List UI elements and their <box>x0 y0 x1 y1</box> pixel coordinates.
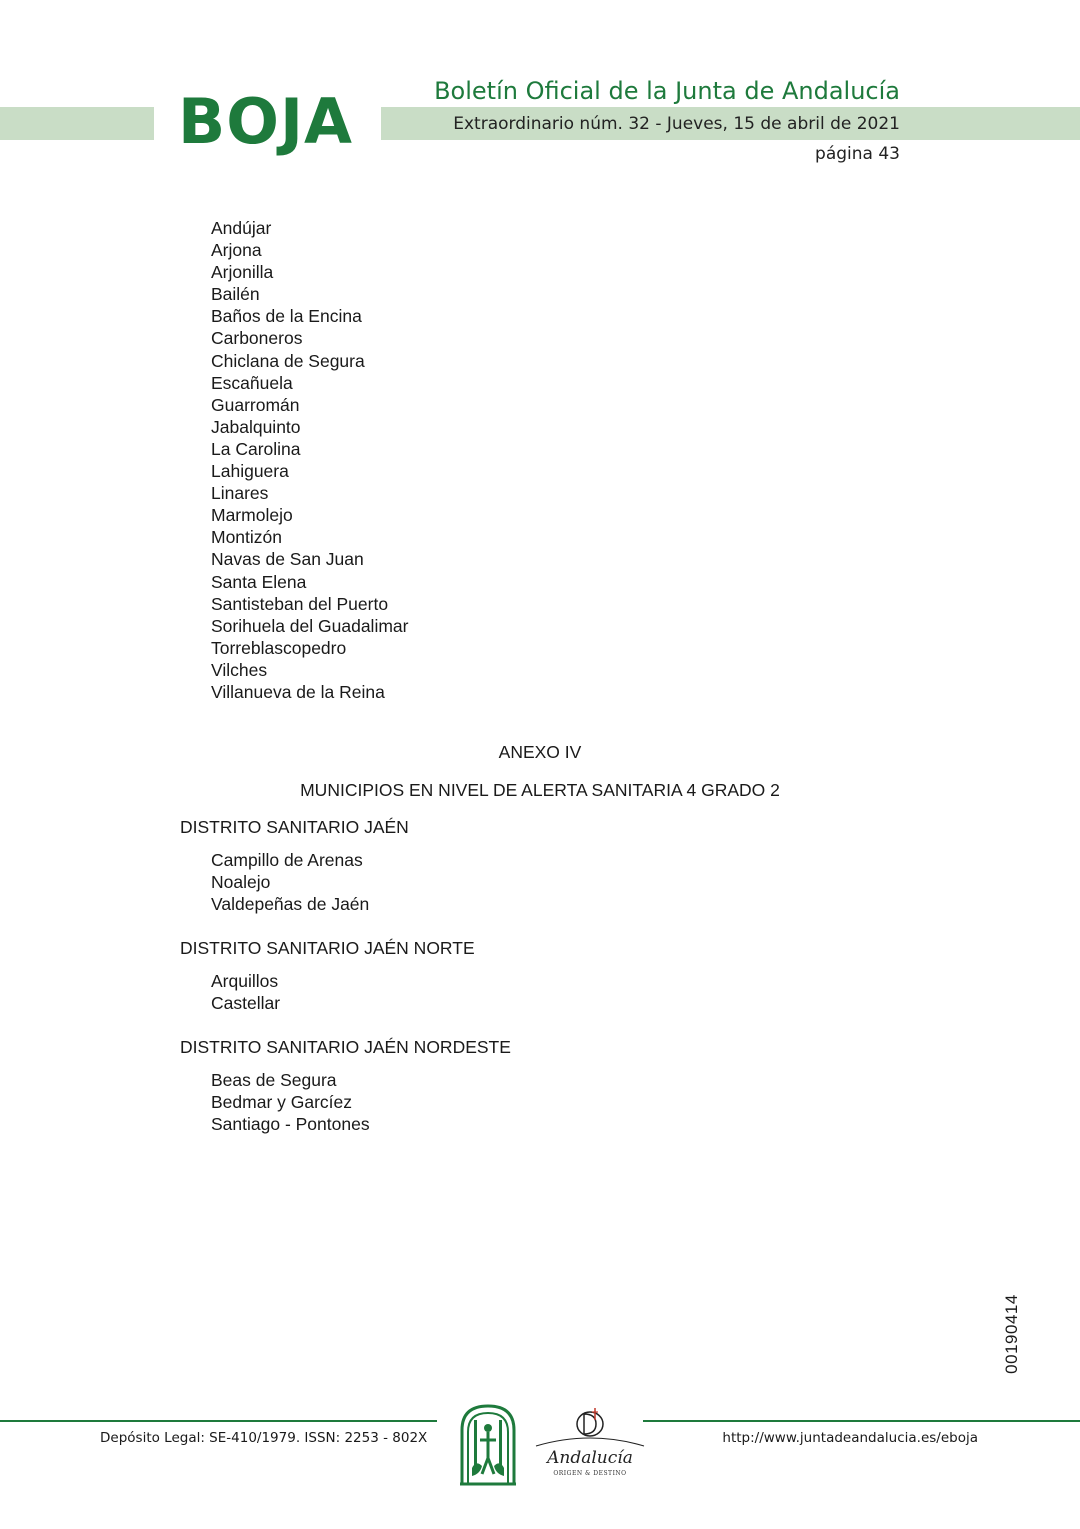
footer-rule-right <box>643 1420 1080 1422</box>
issue-line: Extraordinario núm. 32 - Jueves, 15 de abril de 2021 <box>453 114 900 134</box>
list-item: Linares <box>211 483 269 504</box>
list-item: Lahiguera <box>211 461 289 482</box>
list-item: Campillo de Arenas <box>211 850 363 870</box>
list-item: Santa Elena <box>211 571 307 592</box>
district-list-jaen-nordeste <box>211 1069 370 1135</box>
list-item: Andújar <box>211 218 272 238</box>
district-heading-jaen-norte: DISTRITO SANITARIO JAÉN NORTE <box>180 938 475 958</box>
district-heading-jaen: DISTRITO SANITARIO JAÉN <box>180 817 409 837</box>
list-item: Bedmar y Garcíez <box>211 1092 353 1113</box>
legal-deposit-text: Depósito Legal: SE-410/1979. ISSN: 2253 - 802X <box>100 1430 428 1446</box>
andalucia-brand-tagline: ORIGEN & DESTINO <box>553 1470 627 1477</box>
list-item: Chiclana de Segura <box>211 350 365 371</box>
list-item: Sorihuela del Guadalimar <box>211 615 409 636</box>
list-item: Arjona <box>211 240 262 261</box>
district-list-jaen-norte <box>211 970 280 1014</box>
gazette-title: Boletín Oficial de la Junta de Andalucía <box>434 77 900 105</box>
list-item: Escañuela <box>211 372 293 393</box>
junta-de-andalucia-emblem-icon <box>458 1402 518 1486</box>
list-item: La Carolina <box>211 438 301 459</box>
list-item: Arjonilla <box>211 262 274 283</box>
list-item: Baños de la Encina <box>211 306 362 327</box>
andalucia-brand-word: Andalucía <box>547 1448 633 1468</box>
list-item: Arquillos <box>211 971 279 991</box>
list-item: Santiago - Pontones <box>211 1114 370 1135</box>
list-item: Guarromán <box>211 394 300 415</box>
list-item: Santisteban del Puerto <box>211 593 389 614</box>
andalucia-brand-logo-icon <box>532 1400 648 1490</box>
list-item: Noalejo <box>211 872 271 893</box>
footer-rule-left <box>0 1420 437 1422</box>
header-band-left <box>0 107 154 140</box>
list-item: Beas de Segura <box>211 1070 337 1090</box>
footer-url: http://www.juntadeandalucia.es/eboja <box>722 1430 978 1446</box>
list-item: Montizón <box>211 527 283 548</box>
list-item: Carboneros <box>211 328 303 349</box>
district-list-jaen <box>211 849 369 915</box>
list-item: Marmolejo <box>211 505 293 526</box>
list-item: Navas de San Juan <box>211 549 364 570</box>
municipality-list-continued <box>211 217 408 703</box>
page-number: página 43 <box>815 144 900 164</box>
list-item: Valdepeñas de Jaén <box>211 894 370 915</box>
district-heading-jaen-nordeste: DISTRITO SANITARIO JAÉN NORDESTE <box>180 1037 511 1057</box>
list-item: Vilches <box>211 659 268 680</box>
annex-subtitle: MUNICIPIOS EN NIVEL DE ALERTA SANITARIA 4 GRADO 2 <box>300 780 780 800</box>
annex-title: ANEXO IV <box>498 742 582 762</box>
list-item: Villanueva de la Reina <box>211 681 385 702</box>
boja-logo: BOJA <box>178 85 354 158</box>
document-code: 00190414 <box>1002 1294 1021 1374</box>
list-item: Torreblascopedro <box>211 637 347 658</box>
list-item: Bailén <box>211 284 260 305</box>
list-item: Jabalquinto <box>211 416 301 437</box>
list-item: Castellar <box>211 993 281 1014</box>
